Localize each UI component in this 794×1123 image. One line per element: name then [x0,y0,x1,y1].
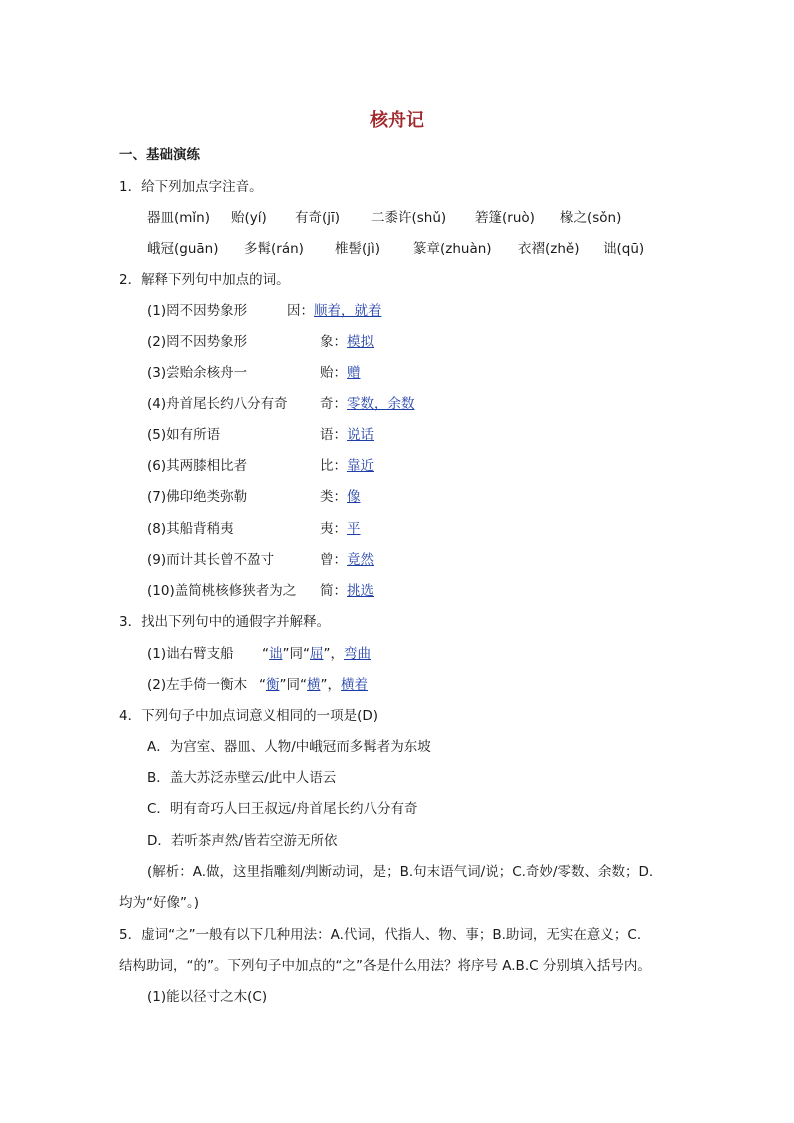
q3-same-as: ”同“ [279,677,307,693]
q2-word [287,302,382,320]
q3-sentence: (1)诎右臂支船 [147,646,234,662]
q2-item [147,520,361,538]
q2-answer: 挑选 [347,583,374,599]
q2-answer: 靠近 [347,458,374,474]
q2-sentence: (2)罔不因势象形 [147,334,248,350]
q2-item [147,551,374,569]
q3-quote: “ [262,646,269,662]
q2-sentence: (10)盖简桃核修狭者为之 [147,583,297,599]
q2-item [147,582,374,600]
page-title: 核舟记 [370,110,424,131]
q2-word [320,582,374,600]
q2-answer: 竟然 [347,552,374,568]
q3-meaning: 弯曲 [344,646,371,662]
q2-item [147,364,361,382]
q2-item [147,457,374,475]
q1-item: 贻(yí) [231,210,267,226]
question-5-stem-line1: 5．虚词“之”一般有以下几种用法：A.代词，代指人、物、事；B.助词，无实在意义；C. [119,927,642,943]
question-1-stem: 1．给下列加点字注音。 [119,179,263,195]
q2-sentence: (5)如有所语 [147,427,221,443]
q5-item-1: (1)能以径寸之木(C) [147,989,268,1005]
q2-word-label: 比： [320,458,347,474]
question-3-stem: 3．找出下列句中的通假字并解释。 [119,614,331,630]
q2-answer: 顺着，就着 [314,303,382,319]
q4-option-a: A．为宫室、器皿、人物/中峨冠而多髯者为东坡 [147,739,431,755]
q4-option-d: D．若听茶声然/皆若空游无所依 [147,833,338,849]
q3-quote: ”， [323,646,344,662]
q2-word-label: 夷： [320,521,347,537]
q3-answer-group [259,676,368,694]
q4-option-b: B．盖大苏泛赤壁云/此中人语云 [147,770,337,786]
q3-variant-char: 衡 [266,677,280,693]
q2-item [147,426,374,444]
q2-item [147,333,374,351]
question-2-stem: 2．解释下列句中加点的词。 [119,272,290,288]
question-5-stem-line2: 结构助词，“的”。下列句子中加点的“之”各是什么用法？将序号 A.B.C 分别填入括号内。 [119,958,651,974]
q2-word-label: 类： [320,489,347,505]
q1-item: 峨冠(guān) [147,241,219,257]
q3-original-char: 屈 [310,646,324,662]
q2-word-label: 因： [287,303,314,319]
q3-quote: “ [259,677,266,693]
q2-word [320,395,415,413]
q1-item: 椎髻(jì) [335,241,381,257]
q1-item: 诎(qū) [603,241,645,257]
q2-word-label: 象： [320,334,347,350]
q1-item: 多髯(rán) [244,241,304,257]
q1-item: 有奇(jī) [295,210,341,226]
q2-answer: 像 [347,489,361,505]
q2-answer: 模拟 [347,334,374,350]
q2-answer: 赠 [347,365,361,381]
q2-word-label: 曾： [320,552,347,568]
q2-word [320,488,361,506]
q3-quote: ”， [320,677,341,693]
q2-answer: 说话 [347,427,374,443]
q2-word-label: 奇： [320,396,347,412]
q4-analysis-line1: (解析：A.做，这里指雕刻/判断动词，是；B.句末语气词/说；C.奇妙/零数、余数；D. [147,864,654,880]
q2-item [147,302,382,320]
q2-word [320,426,374,444]
q3-meaning: 横着 [341,677,368,693]
question-4-stem: 4．下列句子中加点词意义相同的一项是(D) [119,708,379,724]
q1-item: 篆章(zhuàn) [413,241,492,257]
q2-word [320,364,361,382]
q4-analysis-line2: 均为“好像”。) [119,895,200,911]
q2-answer: 平 [347,521,361,537]
q3-answer-group [262,645,371,663]
q2-word [320,333,374,351]
q4-option-c: C．明有奇巧人曰王叔远/舟首尾长约八分有奇 [147,801,418,817]
q3-same-as: ”同“ [282,646,310,662]
q2-sentence: (1)罔不因势象形 [147,303,248,319]
q2-item [147,488,361,506]
q2-word-label: 简： [320,583,347,599]
q1-item: 二黍许(shǔ) [371,210,447,226]
section-heading: 一、基础演练 [119,147,200,163]
q2-sentence: (7)佛印绝类弥勒 [147,489,248,505]
q2-word [320,520,361,538]
q2-answer: 零数，余数 [347,396,415,412]
q2-sentence: (3)尝贻余核舟一 [147,365,248,381]
q2-item [147,395,415,413]
q3-item [147,645,371,663]
q2-word [320,457,374,475]
q1-item: 器皿(mǐn) [147,210,210,226]
q1-item: 椽之(sǒn) [560,210,622,226]
q2-word-label: 贻： [320,365,347,381]
q2-word-label: 语： [320,427,347,443]
q2-sentence: (8)其船背稍夷 [147,521,234,537]
q2-sentence: (6)其两膝相比者 [147,458,248,474]
q3-item [147,676,368,694]
q3-original-char: 横 [307,677,321,693]
q2-word [320,551,374,569]
q3-sentence: (2)左手倚一衡木 [147,677,248,693]
q1-item: 衣褶(zhě) [518,241,580,257]
q3-variant-char: 诎 [269,646,283,662]
q2-sentence: (9)而计其长曾不盈寸 [147,552,275,568]
q2-sentence: (4)舟首尾长约八分有奇 [147,396,288,412]
q1-item: 箬篷(ruò) [475,210,535,226]
